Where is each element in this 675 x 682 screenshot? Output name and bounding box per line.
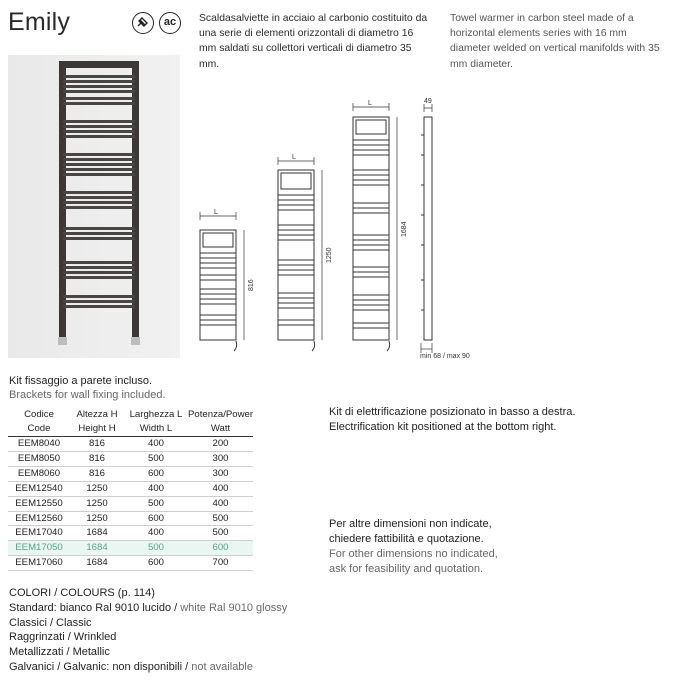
description-italian: Scaldasalviette in acciaio al carbonio costituito da una serie di elementi orizzontali di diametro 16 mm saldati su collettori verticali di diametro 35 mm. [199,13,428,70]
width-label-medium: L [292,154,296,161]
plug-icon [132,12,154,34]
header-power-en: Watt [188,422,253,437]
height-label-medium: 1250 [326,247,333,263]
colours-wrinkled: Raggrinzati / Wrinkled [9,631,117,644]
technical-drawings [188,95,488,365]
electrification-note-italian: Kit di elettrificazione posizionato in basso a destra. [329,406,576,418]
header-width-it: Larghezza L [129,409,183,420]
description-english: Towel warmer in carbon steel made of a horizontal elements series with 16 mm diameter welded on vertical manifolds with 35 mm diameter. [450,13,660,70]
drawing-medium [278,157,322,351]
height-label-large: 1684 [401,221,408,237]
header-code-en: Code [8,422,70,437]
height-label-small: 816 [248,279,255,291]
colours-galvanic: Galvanici / Galvanic: non disponibili / not available [9,660,253,673]
colours-classic: Classici / Classic [9,616,92,629]
spec-table [8,408,253,571]
table-row: EEM17060 1684 600 700 [8,556,253,571]
table-row: EEM8050 816 500 300 [8,451,253,466]
kit-note-english: Brackets for wall fixing included. [9,389,166,401]
table-row: EEM8040 816 400 200 [8,437,253,452]
table-row: EEM8060 816 600 300 [8,466,253,481]
other-dimensions-en-1: For other dimensions no indicated, [329,548,498,560]
wall-distance-label: min 68 / max 90 [420,353,470,360]
other-dimensions-it-2: chiedere fattibilità e quotazione. [329,533,484,545]
width-label-small: L [214,209,218,216]
ac-icon: ac [159,12,181,34]
colours-metallic: Metallizzati / Metallic [9,646,110,659]
colours-section [9,586,287,675]
certification-badges [132,12,184,36]
depth-label: 49 [424,98,432,105]
other-dimensions-en-2: ask for feasibility and quotation. [329,563,484,575]
header-height-en: Height H [70,422,124,437]
drawing-small [200,212,244,351]
colours-heading: COLORI / COLOURS (p. 114) [9,587,155,599]
electrification-note-english: Electrification kit positioned at the bottom right. [329,421,557,433]
product-photo [8,55,180,358]
product-title: Emily [8,8,71,36]
width-label-large: L [368,100,372,107]
header-height-it: Altezza H [76,409,118,420]
table-row: EEM12550 1250 500 400 [8,496,253,511]
table-row: EEM17040 1684 400 500 [8,526,253,541]
header-width-en: Width L [124,422,188,437]
drawing-large [353,103,397,351]
header-power-it: Potenza/Power [188,409,254,420]
table-row-highlighted: EEM17050 1684 500 600 [8,541,253,556]
other-dimensions-note [329,517,559,577]
header-code-it: Codice [24,409,54,420]
drawing-side-view [421,104,432,353]
table-row: EEM12560 1250 600 500 [8,511,253,526]
colours-standard: Standard: bianco Ral 9010 lucido / white Ral 9010 glossy [9,601,288,614]
kit-note-italian: Kit fissaggio a parete incluso. [9,375,153,387]
table-row: EEM12540 1250 400 400 [8,481,253,496]
other-dimensions-it-1: Per altre dimensioni non indicate, [329,518,492,530]
